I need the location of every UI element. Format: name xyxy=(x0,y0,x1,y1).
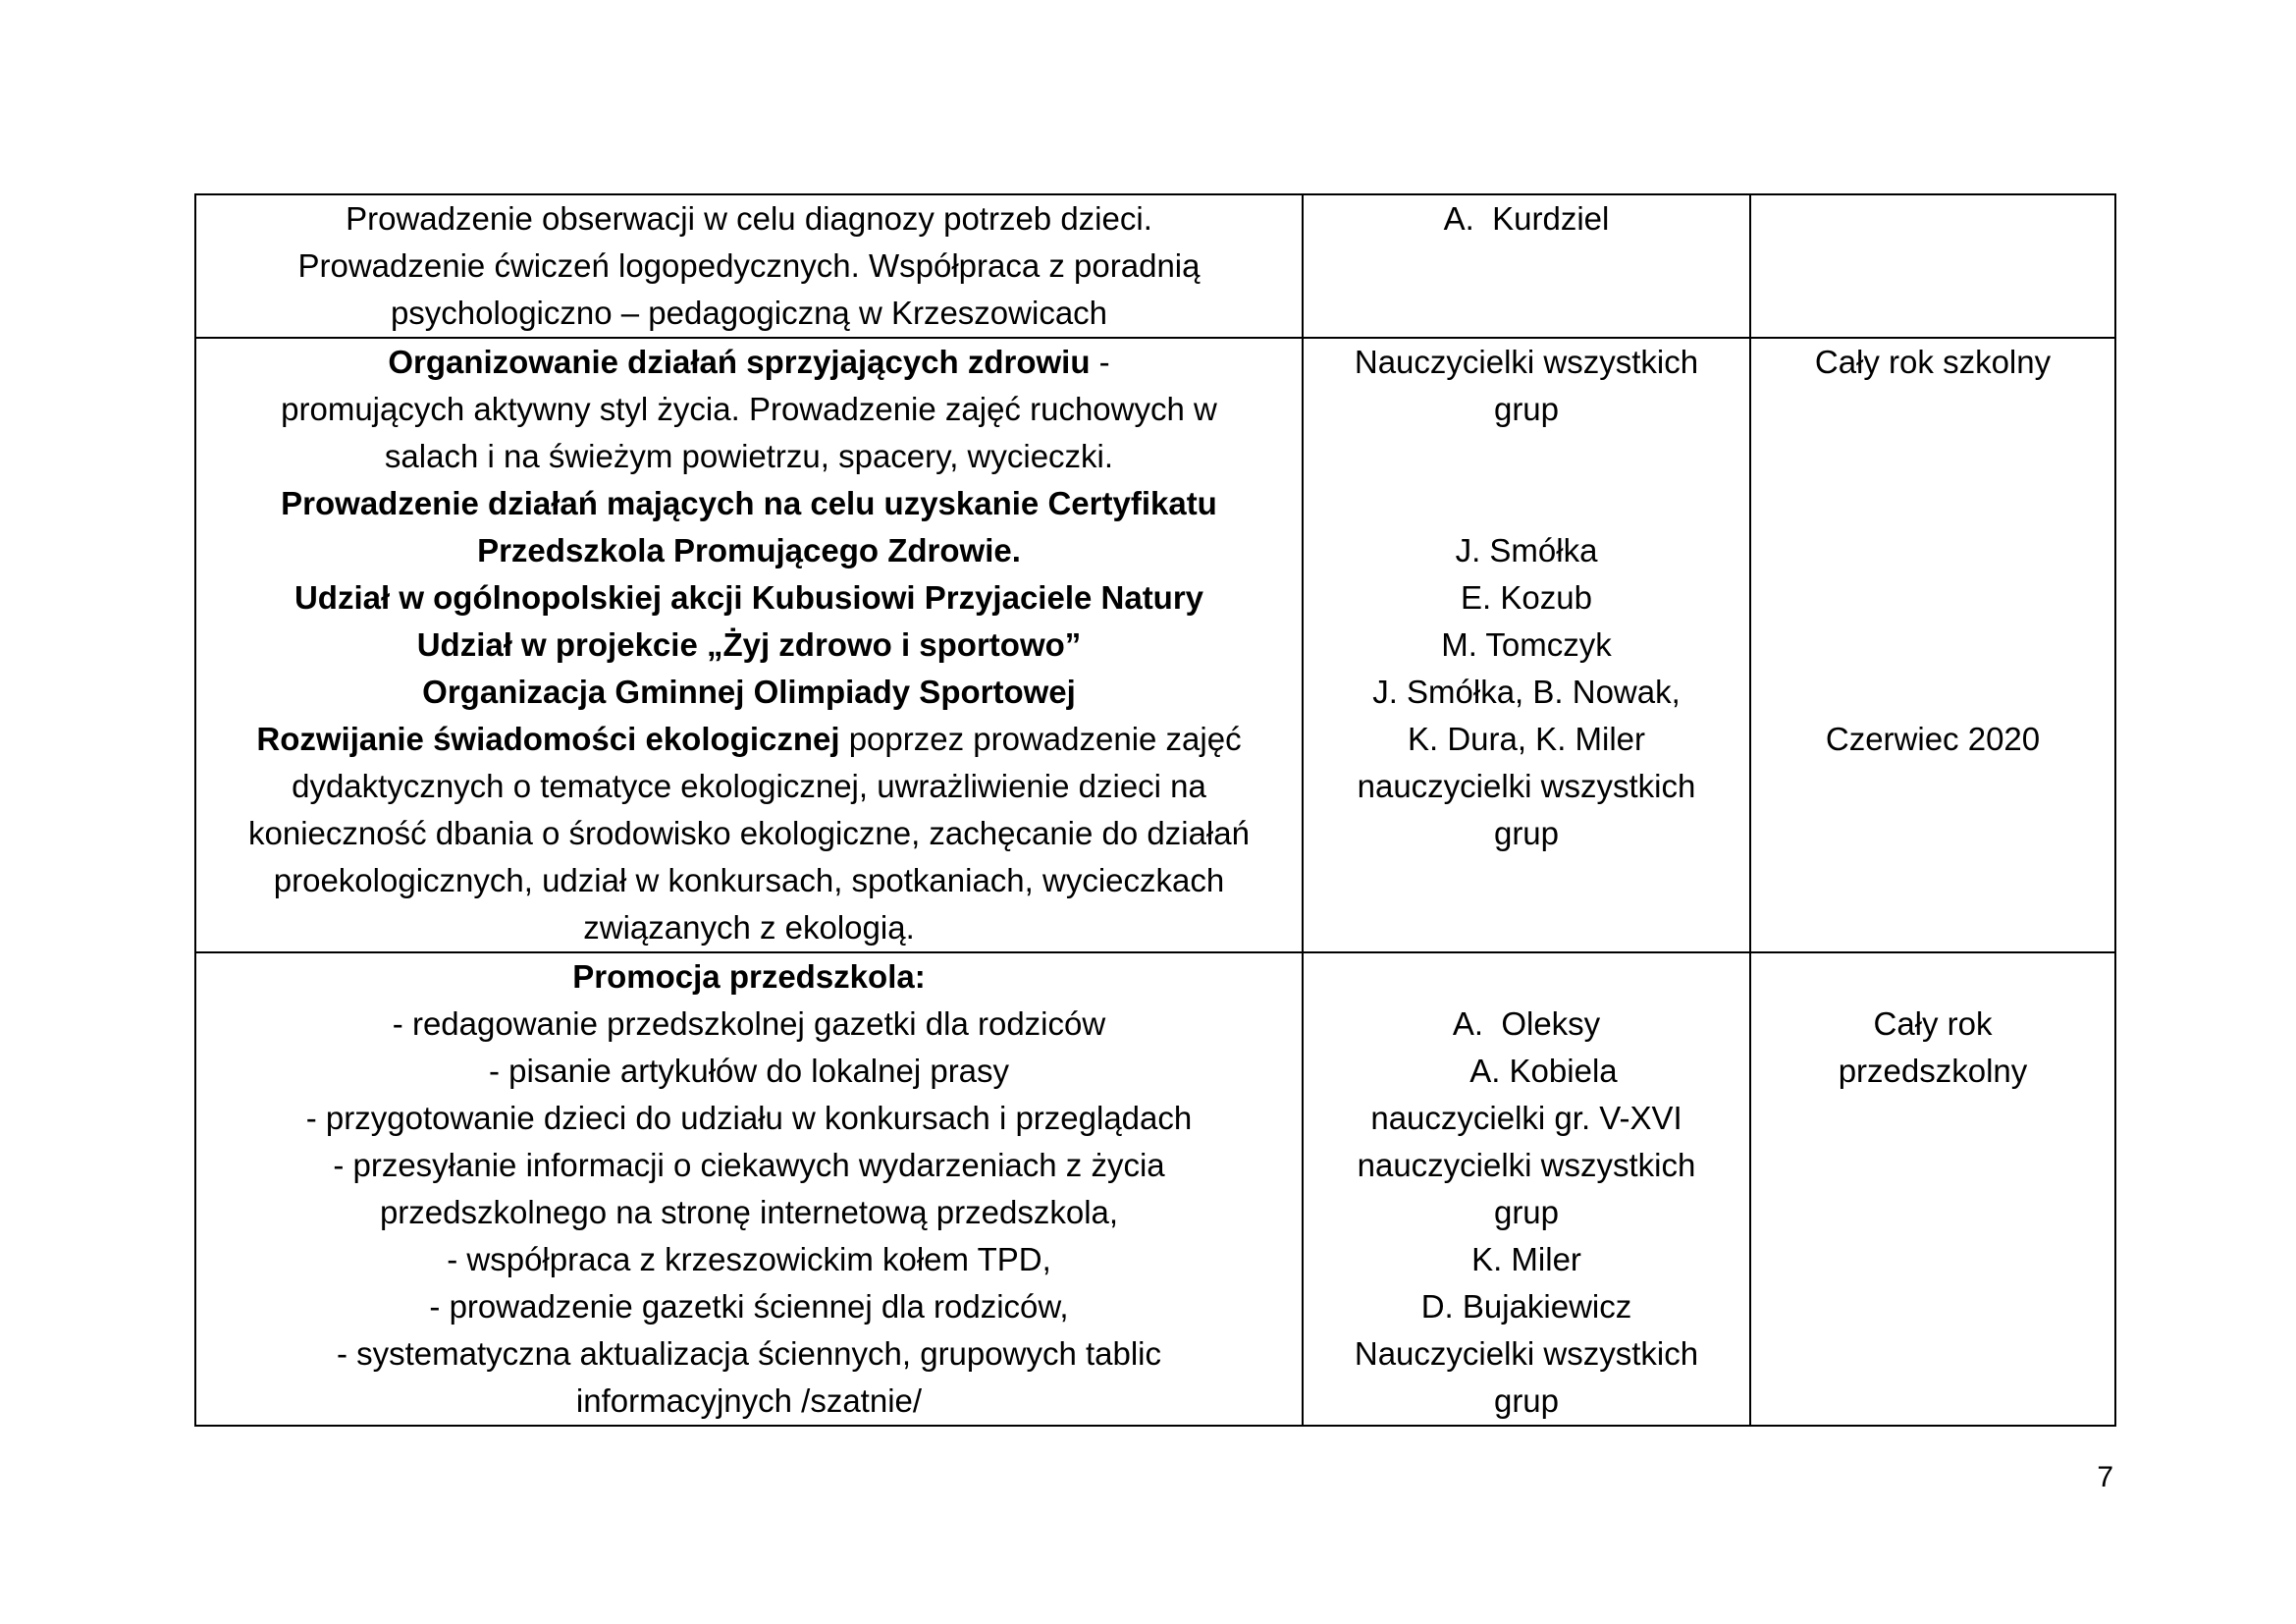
task-line-bold: Udział w projekcie „Żyj zdrowo i sportowo” xyxy=(416,626,1082,663)
responsible-line: D. Bujakiewicz xyxy=(1420,1288,1632,1325)
task-line xyxy=(206,290,1292,337)
task-line xyxy=(206,1283,1292,1330)
responsible-line: K. Dura, K. Miler xyxy=(1407,721,1646,757)
responsible-line: grup xyxy=(1493,1382,1560,1419)
task-cell xyxy=(195,194,1303,338)
responsible-cell xyxy=(1303,194,1750,338)
responsible-line: M. Tomczyk xyxy=(1441,626,1612,663)
task-line-text: - pisanie artykułów do lokalnej prasy xyxy=(488,1053,1010,1089)
page-number: 7 xyxy=(2097,1461,2113,1493)
task-line xyxy=(206,386,1292,433)
task-line-bold: Organizowanie działań sprzyjających zdrowiu xyxy=(388,344,1091,380)
task-line-text: konieczność dbania o środowisko ekologiczne, zachęcanie do działań xyxy=(248,815,1250,851)
responsible-line xyxy=(1313,480,1739,527)
table-body xyxy=(195,194,2115,1426)
task-line xyxy=(206,857,1292,904)
responsible-line: E. Kozub xyxy=(1461,579,1592,616)
task-line-bold: Rozwijanie świadomości ekologicznej xyxy=(256,721,840,757)
task-line-text: Prowadzenie ćwiczeń logopedycznych. Współpraca z poradnią xyxy=(297,247,1201,284)
responsible-cell xyxy=(1303,952,1750,1426)
task-line-bold: Organizacja Gminnej Olimpiady Sportowej xyxy=(422,674,1076,710)
task-line xyxy=(206,243,1292,290)
responsible-line: A. Kurdziel xyxy=(1443,200,1610,237)
task-line-text: dydaktycznych o tematyce ekologicznej, uwrażliwienie dzieci na xyxy=(292,768,1206,804)
task-line-bold: Przedszkola Promującego Zdrowie. xyxy=(477,532,1021,568)
task-line xyxy=(206,669,1292,716)
table-row xyxy=(195,194,2115,338)
table-row xyxy=(195,338,2115,952)
task-line xyxy=(206,195,1292,243)
responsible-line: grup xyxy=(1493,1194,1560,1230)
task-line xyxy=(206,574,1292,622)
responsible-line: J. Smółka, B. Nowak, xyxy=(1372,674,1681,710)
term-line xyxy=(1761,953,2105,1001)
task-line-text: informacyjnych /szatnie/ xyxy=(575,1382,923,1419)
task-cell xyxy=(195,338,1303,952)
responsible-line: nauczycielki wszystkich xyxy=(1357,768,1696,804)
task-line-text: promujących aktywny styl życia. Prowadzenie zajęć ruchowych w xyxy=(281,391,1217,427)
term-line xyxy=(1761,669,2105,716)
responsible-line: nauczycielki wszystkich xyxy=(1357,1147,1696,1183)
term-cell xyxy=(1750,952,2115,1426)
responsible-line xyxy=(1313,953,1739,1001)
task-line xyxy=(206,953,1292,1001)
task-line xyxy=(206,1236,1292,1283)
term-line xyxy=(1761,480,2105,527)
term-line xyxy=(1761,574,2105,622)
task-line xyxy=(206,339,1292,386)
responsible-cell xyxy=(1303,338,1750,952)
task-line-text: poprzez prowadzenie zajęć xyxy=(839,721,1242,757)
term-line: przedszkolny xyxy=(1838,1053,2028,1089)
table-row xyxy=(195,952,2115,1426)
task-line xyxy=(206,480,1292,527)
task-line xyxy=(206,1378,1292,1425)
task-line-text: Prowadzenie obserwacji w celu diagnozy potrzeb dzieci. xyxy=(346,200,1152,237)
activity-plan-table xyxy=(194,193,2116,1427)
term-line xyxy=(1761,386,2105,433)
task-cell xyxy=(195,952,1303,1426)
task-line-text: salach i na świeżym powietrzu, spacery, wycieczki. xyxy=(384,438,1114,474)
term-line xyxy=(1761,527,2105,574)
task-line-text: - xyxy=(1090,344,1110,380)
term-line: Cały rok szkolny xyxy=(1814,344,2052,380)
task-line-text: - przygotowanie dzieci do udziału w konkursach i przeglądach xyxy=(305,1100,1193,1136)
responsible-line: A. Kobiela xyxy=(1435,1053,1618,1089)
task-line-text: - przesyłanie informacji o ciekawych wydarzeniach z życia xyxy=(333,1147,1165,1183)
task-line-text: związanych z ekologią. xyxy=(583,909,915,946)
task-line xyxy=(206,716,1292,763)
term-line: Czerwiec 2020 xyxy=(1825,721,2041,757)
task-line-text: - redagowanie przedszkolnej gazetki dla rodziców xyxy=(392,1005,1106,1042)
task-line xyxy=(206,904,1292,951)
responsible-line xyxy=(1313,433,1739,480)
task-line-text: przedszkolnego na stronę internetową przedszkola, xyxy=(379,1194,1119,1230)
responsible-line: grup xyxy=(1493,815,1560,851)
task-line xyxy=(206,1330,1292,1378)
term-cell xyxy=(1750,194,2115,338)
responsible-line: grup xyxy=(1493,391,1560,427)
term-line xyxy=(1761,433,2105,480)
task-line xyxy=(206,1189,1292,1236)
task-line xyxy=(206,622,1292,669)
task-line-text: psychologiczno – pedagogiczną w Krzeszowicach xyxy=(390,295,1108,331)
task-line xyxy=(206,433,1292,480)
responsible-line: Nauczycielki wszystkich xyxy=(1354,344,1699,380)
task-line-text: - współpraca z krzeszowickim kołem TPD, xyxy=(447,1241,1051,1277)
term-cell xyxy=(1750,338,2115,952)
task-line xyxy=(206,1095,1292,1142)
task-line xyxy=(206,763,1292,810)
term-line: Cały rok xyxy=(1873,1005,1993,1042)
responsible-line: nauczycielki gr. V-XVI xyxy=(1370,1100,1682,1136)
task-line xyxy=(206,1048,1292,1095)
responsible-line: J. Smółka xyxy=(1455,532,1598,568)
term-line xyxy=(1761,622,2105,669)
task-line xyxy=(206,527,1292,574)
task-line xyxy=(206,810,1292,857)
task-line-text: - systematyczna aktualizacja ściennych, grupowych tablic xyxy=(336,1335,1162,1372)
task-line-bold: Prowadzenie działań mających na celu uzyskanie Certyfikatu xyxy=(281,485,1217,521)
task-line xyxy=(206,1142,1292,1189)
task-line xyxy=(206,1001,1292,1048)
task-line-text: - prowadzenie gazetki ściennej dla rodziców, xyxy=(429,1288,1069,1325)
responsible-line: Nauczycielki wszystkich xyxy=(1354,1335,1699,1372)
responsible-line: A. Oleksy xyxy=(1452,1005,1601,1042)
task-line-bold: Udział w ogólnopolskiej akcji Kubusiowi Przyjaciele Natury xyxy=(294,579,1204,616)
task-line-text: proekologicznych, udział w konkursach, spotkaniach, wycieczkach xyxy=(273,862,1225,898)
responsible-line: K. Miler xyxy=(1471,1241,1581,1277)
task-line-bold: Promocja przedszkola: xyxy=(572,958,926,995)
